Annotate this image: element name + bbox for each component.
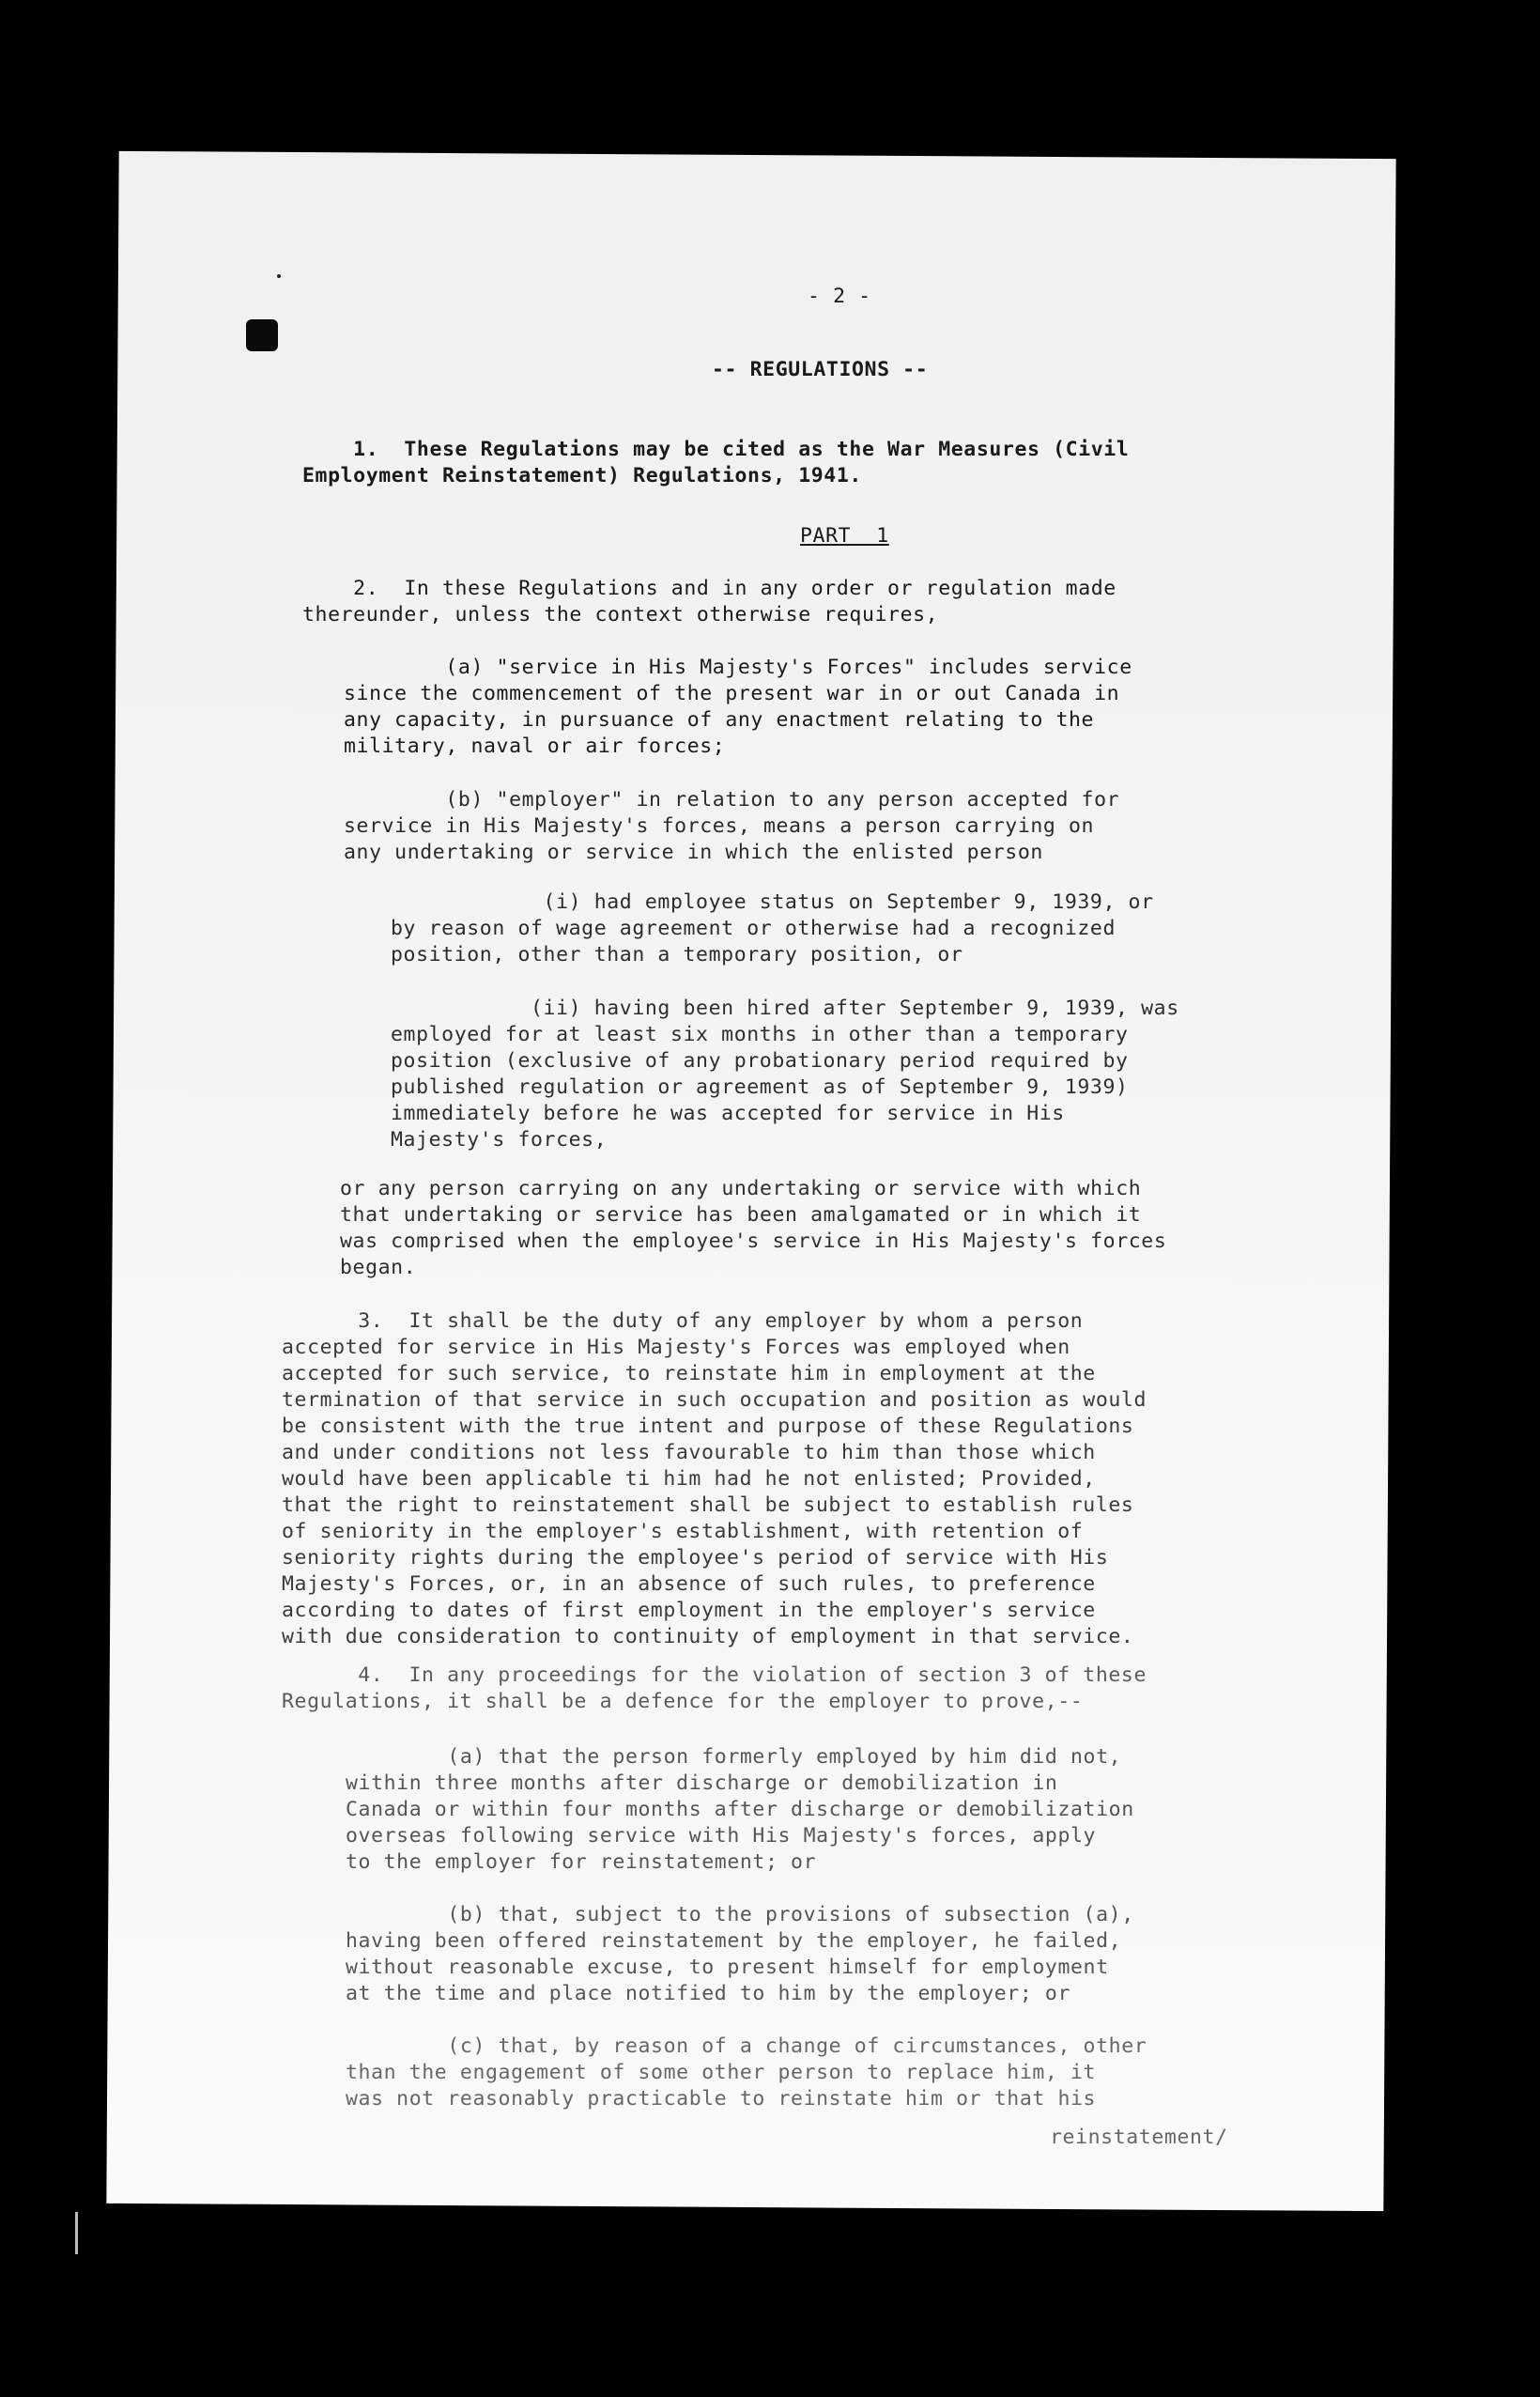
section-4-item-a: (a) that the person formerly employed by him did not, within three months after discharge or demobilization in Canada or within four months after discharge or demobilization overseas following service with His Majesty's forces, apply to the employer for reinstatement; or — [346, 1745, 1134, 1874]
section-4-item-c: (c) that, by reason of a change of circumstances, other than the engagement of some other person to replace him, it was not reasonably practicable to reinstate him or that his — [346, 2034, 1147, 2111]
section-3: 3. It shall be the duty of any employer by whom a person accepted for service in His Majesty's Forces was employed when accepted for such service, to reinstate him in employment at the termination of that service in such occupation and position as would be consistent with the true intent and purpose of these Regulations and under conditions not less favourable to him than those which would have been applicable ti him had he not enlisted; Provided, that the right to reinstatement shall be subject to establish rules of seniority in the employer's establishment, with retention of seniority rights during the employee's period of service with His Majesty's Forces, or, in an absence of such rules, to preference according to dates of first employment in the employer's service with due consideration to continuity of employment in that service. — [282, 1309, 1147, 1648]
catchword: reinstatement/ — [1050, 2126, 1228, 2149]
film-edge-mark — [75, 2212, 78, 2254]
regulations-heading: -- REGULATIONS -- — [712, 358, 929, 381]
punch-hole — [246, 319, 278, 351]
section-1: 1. These Regulations may be cited as the War Measures (Civil Employment Reinstatement) Regulations, 1941. — [302, 438, 1130, 487]
section-2-item-b-tail: or any person carrying on any undertaking or service with which that undertaking or service has been amalgamated or in which it was comprised when the employee's service in His Majesty's forces began. — [340, 1177, 1167, 1279]
section-2-item-b-i: (i) had employee status on September 9, 1939, or by reason of wage agreement or otherwise had a recognized position, other than a temporary position, or — [391, 890, 1154, 967]
section-2-item-a: (a) "service in His Majesty's Forces" includes service since the commencement of the present war in or out Canada in any capacity, in pursuance of any enactment relating to the military, naval or air forces; — [344, 656, 1132, 758]
section-2-item-b-ii: (ii) having been hired after September 9, 1939, was employed for at least six months in other than a temporary position (exclusive of any probationary period required by published regulation or agreement as of September 9, 1939) immediately before he was accepted for service in His Majesty's forces, — [391, 997, 1179, 1152]
section-2: 2. In these Regulations and in any order or regulation made thereunder, unless the context otherwise requires, — [302, 577, 1116, 626]
part-title: PART 1 — [800, 524, 889, 548]
page-number: - 2 - — [808, 285, 871, 308]
section-2-item-b: (b) "employer" in relation to any person accepted for service in His Majesty's forces, means a person carrying on any undertaking or service in which the enlisted person — [344, 788, 1120, 864]
section-4: 4. In any proceedings for the violation of section 3 of these Regulations, it shall be a defence for the employer to prove,-- — [282, 1663, 1147, 1713]
speck-mark — [277, 274, 281, 278]
section-4-item-b: (b) that, subject to the provisions of subsection (a), having been offered reinstatement by the employer, he failed, without reasonable excuse, to present himself for employment at the time and place notified to him by the employer; or — [346, 1903, 1134, 2005]
